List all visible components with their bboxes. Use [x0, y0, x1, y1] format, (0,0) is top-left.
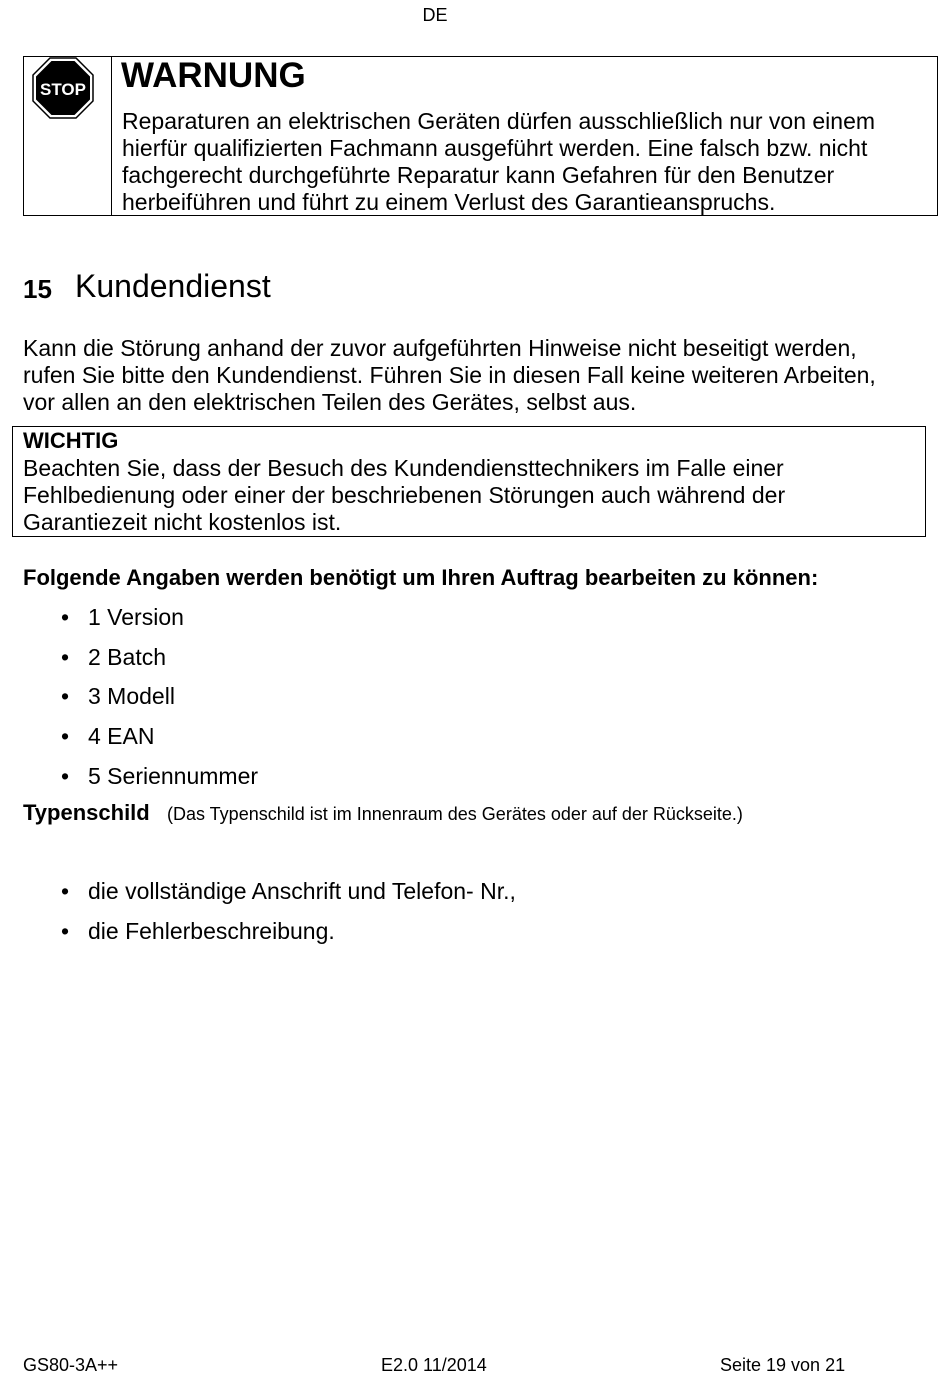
list-item-text: 2 Batch [88, 643, 166, 670]
list-item [50, 723, 258, 763]
important-title: WICHTIG [23, 428, 119, 453]
typeplate-note: (Das Typenschild ist im Innenraum des Gerätes oder auf der Rückseite.) [167, 804, 743, 824]
list-item-text: die Fehlerbeschreibung. [88, 917, 335, 944]
list-item [50, 604, 258, 644]
important-line: Beachten Sie, dass der Besuch des Kundendiensttechnikers im Falle einer [23, 455, 784, 481]
warning-line: hierfür qualifizierten Fachmann ausgeführt werden. Eine falsch bzw. nicht [122, 135, 868, 161]
section-number: 15 [23, 274, 52, 304]
list-item-text: 1 Version [88, 604, 184, 630]
warning-divider [111, 56, 112, 216]
list-item-text: 4 EAN [88, 723, 155, 750]
important-text [23, 455, 903, 536]
bullet-icon: • [60, 878, 70, 904]
list-item [50, 683, 258, 723]
requirements-heading: Folgende Angaben werden benötigt um Ihren Auftrag bearbeiten zu können: [23, 565, 819, 590]
typeplate-label: Typenschild [23, 800, 150, 825]
intro-line: rufen Sie bitte den Kundendienst. Führen Sie in diesen Fall keine weiteren Arbeiten, [23, 362, 876, 388]
warning-line: fachgerecht durchgeführte Reparatur kann Gefahren für den Benutzer [122, 162, 835, 188]
warning-title: WARNUNG [121, 56, 306, 95]
bullet-icon: • [60, 762, 70, 789]
bullet-icon: • [60, 723, 70, 750]
warning-text [122, 108, 922, 216]
footer-page: Seite 19 von 21 [720, 1355, 846, 1375]
stop-sign-icon [32, 57, 94, 119]
footer-version: E2.0 11/2014 [381, 1355, 487, 1375]
important-line: Fehlbedienung oder einer der beschriebenen Störungen auch während der [23, 482, 786, 508]
extra-list [50, 878, 516, 957]
list-item-text: 3 Modell [88, 683, 175, 710]
list-item-text: die vollständige Anschrift und Telefon- Nr., [88, 878, 516, 904]
bullet-icon: • [60, 604, 70, 630]
intro-line: vor allen an den elektrischen Teilen des Gerätes, selbst aus. [23, 389, 637, 415]
warning-line: Reparaturen an elektrischen Geräten dürfen ausschließlich nur von einem [122, 108, 876, 134]
list-item [50, 644, 258, 684]
stop-sign-text: STOP [40, 80, 86, 99]
language-marker: DE [422, 5, 448, 25]
requirements-list [50, 604, 258, 802]
warning-line: herbeiführen und führt zu einem Verlust des Garantieanspruchs. [122, 189, 776, 215]
intro-paragraph [23, 335, 928, 416]
section-title: Kundendienst [75, 268, 271, 304]
list-item [50, 763, 258, 803]
list-item-text: 5 Seriennummer [88, 762, 259, 789]
list-item [50, 878, 516, 918]
list-item [50, 918, 516, 958]
important-line: Garantiezeit nicht kostenlos ist. [23, 509, 342, 535]
bullet-icon: • [60, 917, 70, 944]
footer-model: GS80-3A++ [23, 1355, 119, 1375]
bullet-icon: • [60, 643, 70, 670]
bullet-icon: • [60, 683, 70, 710]
intro-line: Kann die Störung anhand der zuvor aufgeführten Hinweise nicht beseitigt werden, [23, 335, 857, 361]
